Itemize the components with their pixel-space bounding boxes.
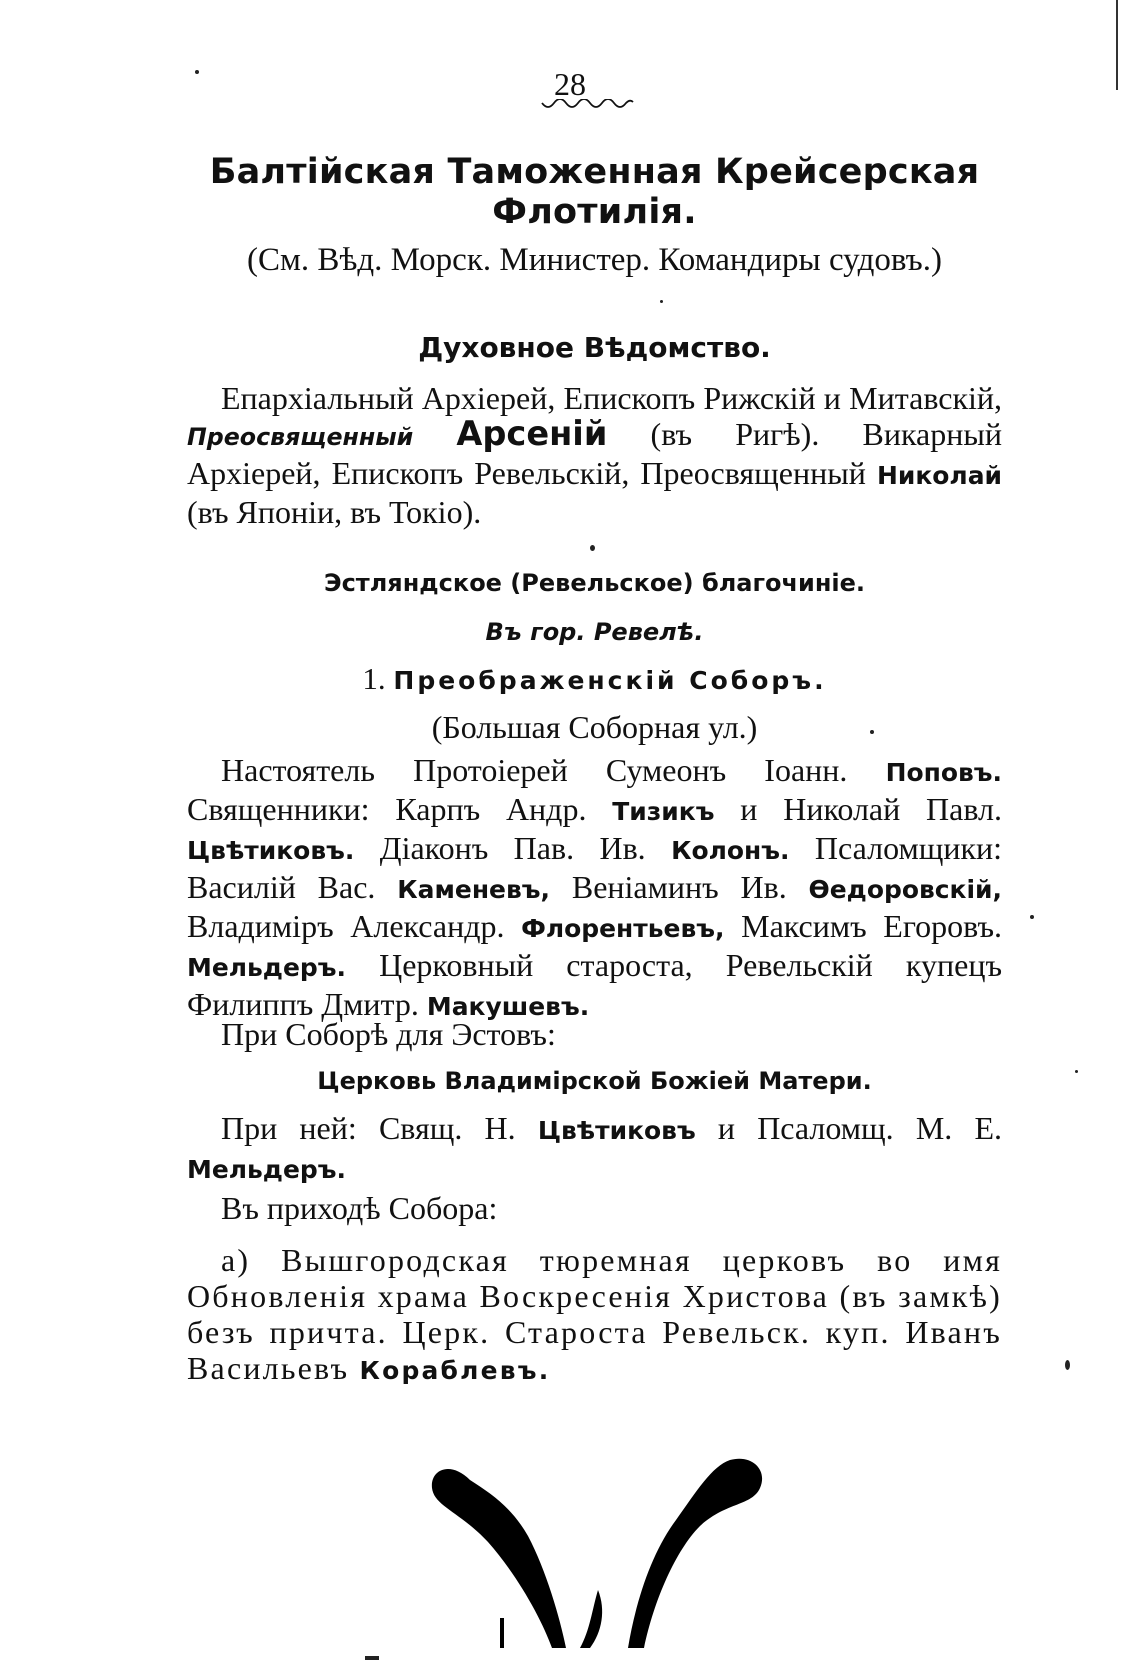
text-run: а) Вышгородская тюремная церковъ во имя Обновленія храма Воскресенія Христова (въ замкѣ) безъ причта. Церк. Староста Ревельск. куп. Иванъ Васильевъ [187,1242,1002,1386]
ink-speck [1065,1360,1070,1370]
ornament-graphic [430,1450,770,1650]
parish-item-paragraph [187,1242,1002,1389]
text-run: Максимъ Егоровъ. [741,908,1002,944]
surname: Макушевъ. [426,992,590,1021]
text-run: Настоятель Протоіерей Сумеонъ Іоанн. [221,752,848,788]
text-run: Веніаминъ Ив. [571,869,787,905]
vicar-name: Николай [876,461,1003,490]
church-staff-paragraph [187,1110,1002,1188]
ink-speck [870,730,874,734]
text-run: и Николай Павл. [740,791,1003,827]
diocese-paragraph [187,380,1002,530]
decorative-tilde-rule [540,99,635,111]
ink-speck [195,70,199,74]
surname: Каменевъ, [397,875,551,904]
surname: Цвѣтиковъ [537,1116,696,1145]
surname: Кораблевъ. [359,1356,551,1385]
cathedral-number: 1. [362,661,386,696]
surname: Поповъ. [885,758,1003,787]
surname: Мельдеръ. [187,1155,346,1184]
text-run: (въ Японіи, въ Токіо). [187,494,482,530]
ink-speck [590,545,595,551]
surname: Тизикъ [612,797,715,826]
clergy-paragraph [187,752,1002,1025]
ink-speck [365,1656,379,1660]
text-run: Псаломщики: Василій Вас. [187,830,1003,905]
cathedral-address: (Большая Соборная ул.) [431,709,758,745]
ink-speck [660,300,663,303]
cathedral-heading [187,660,1002,700]
cathedral-name: Преображенскій Соборъ. [393,666,827,695]
surname: Колонъ. [671,836,790,865]
section-heading: Духовное Вѣдомство. [418,331,771,364]
ink-speck [1030,915,1034,919]
surname: Мельдеръ. [187,953,346,982]
page-number: 28 [554,66,586,102]
surname: Цвѣтиковъ. [187,836,355,865]
text-run: и Псаломщ. М. Е. [717,1110,1003,1146]
surname: Флорентьевъ, [521,914,725,943]
ink-speck [1075,1070,1078,1073]
text-run: Епархіальный Архіерей, Епископъ Рижскій и Митавскій, [221,380,1002,416]
church-heading: Церковь Владимірской Божіей Матери. [317,1067,872,1095]
honorific: Преосвященный [187,423,414,451]
page-title [187,152,1002,232]
text-run: Церковный староста, Ревельскій купецъ Филиппъ Дмитр. [187,947,1002,1022]
text-run: (въ Ригѣ). Викарный Архіерей, Епископъ Ревельскій, Преосвященный [187,416,1002,491]
city-heading: Въ гор. Ревелѣ. [485,618,704,646]
text-run: При ней: Свящ. Н. [221,1110,516,1146]
deanery-heading: Эстляндское (Ревельское) благочиніе. [323,569,866,597]
text-run: Владиміръ Александр. [187,908,505,944]
text-run: Священники: Карпъ Андр. [187,791,587,827]
parish-intro: Въ приходѣ Собора: [221,1190,498,1226]
bishop-name: Арсеній [456,414,608,453]
title-line-1: Балтійская Таможенная Крейсерская [209,152,980,192]
title-line-2: Флотилія. [492,192,697,232]
surname: Ѳедоровскій, [808,875,1003,904]
see-also-note: (См. Вѣд. Морск. Министер. Командиры судовъ.) [247,242,942,278]
text-run: Діаконъ Пав. Ив. [379,830,646,866]
estonian-section-intro: При Соборѣ для Эстовъ: [221,1016,556,1052]
